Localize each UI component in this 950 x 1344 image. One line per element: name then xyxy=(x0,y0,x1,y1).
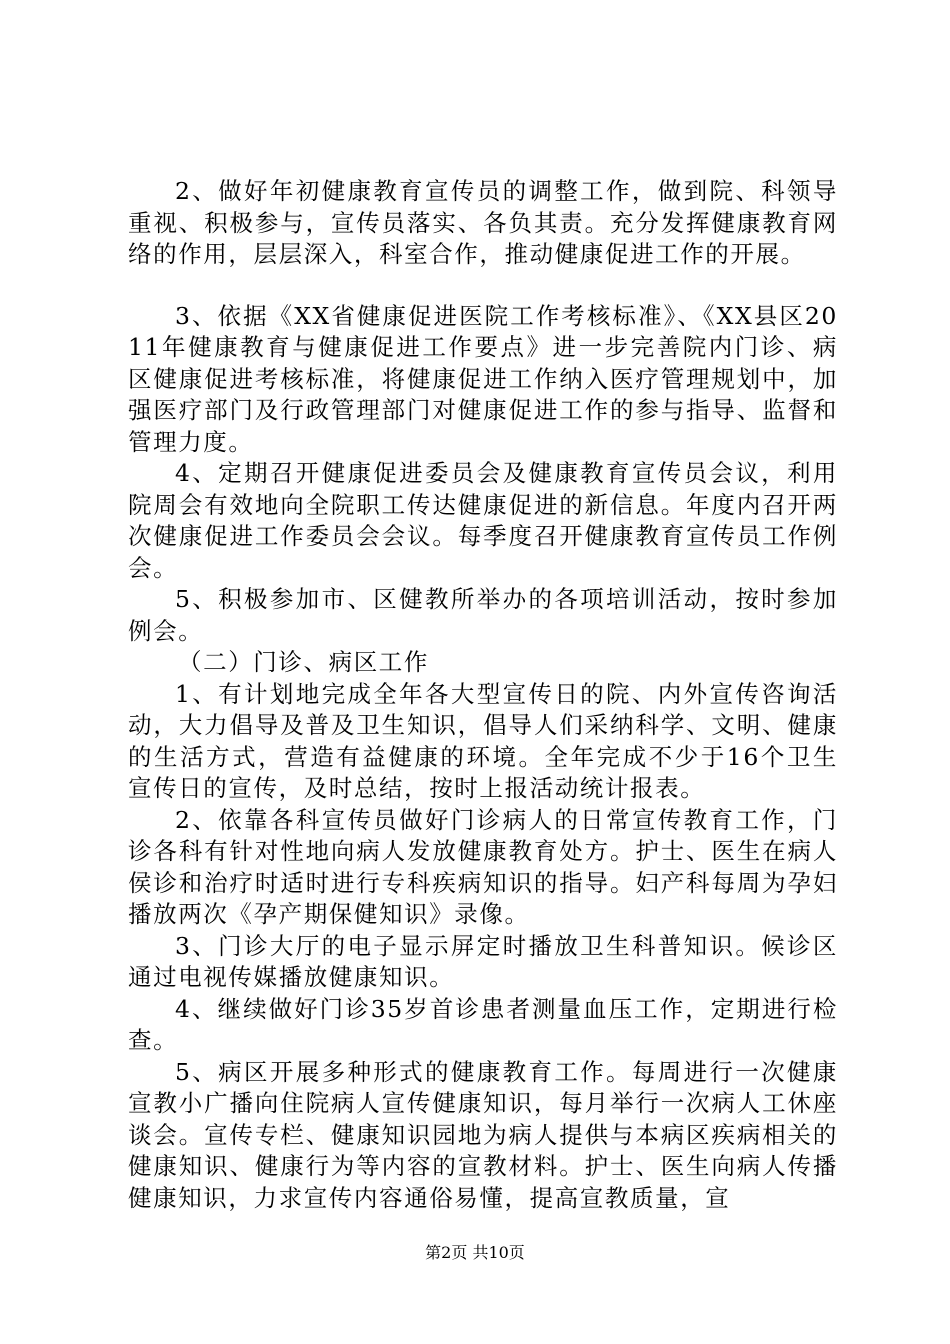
paragraph-item-1-publicity-days: 1、有计划地完成全年各大型宣传日的院、内外宣传咨询活动，大力倡导及普及卫生知识，倡导人们采纳科学、文明、健康的生活方式，营造有益健康的环境。全年完成不少于16个卫生宣传日的宣传，及时总结，按时上报活动统计报表。 xyxy=(128,679,838,802)
paragraph-item-4-committee-meetings: 4、定期召开健康促进委员会及健康教育宣传员会议，利用院周会有效地向全院职工传达健康促进的新信息。年度内召开两次健康促进工作委员会会议。每季度召开健康教育宣传员工作例会。 xyxy=(128,459,838,582)
paragraph-item-2-outpatient-education: 2、依靠各科宣传员做好门诊病人的日常宣传教育工作，门诊各科有针对性地向病人发放健康教育处方。护士、医生在病人侯诊和治疗时适时进行专科疾病知识的指导。妇产科每周为孕妇播放两次《孕产期保健知识》录像。 xyxy=(128,805,838,928)
paragraph-item-2-team-adjustment: 2、做好年初健康教育宣传员的调整工作，做到院、科领导重视、积极参与，宣传员落实、各负其责。充分发挥健康教育网络的作用，层层深入，科室合作，推动健康促进工作的开展。 xyxy=(128,177,838,268)
page-number-footer: 第2页 共10页 xyxy=(425,1243,525,1262)
paragraph-item-5-ward-education: 5、病区开展多种形式的健康教育工作。每周进行一次健康宣教小广播向住院病人宣传健康知识，每月举行一次病人工休座谈会。宣传专栏、健康知识园地为病人提供与本病区疾病相关的健康知识、健康行为等内容的宣教材料。护士、医生向病人传播健康知识，力求宣传内容通俗易懂，提高宣教质量，宣 xyxy=(128,1057,838,1212)
paragraph-item-4-blood-pressure: 4、继续做好门诊35岁首诊患者测量血压工作，定期进行检查。 xyxy=(128,994,838,1054)
paragraph-item-5-training-activities: 5、积极参加市、区健教所举办的各项培训活动，按时参加例会。 xyxy=(128,585,838,645)
paragraph-item-3-assessment-standards: 3、依据《XX省健康促进医院工作考核标准》、《XX县区2011年健康教育与健康促进工作要点》进一步完善院内门诊、病区健康促进考核标准，将健康促进工作纳入医疗管理规划中，加强医疗部门及行政管理部门对健康促进工作的参与指导、监督和管理力度。 xyxy=(128,301,838,456)
section-heading-outpatient-ward: （二）门诊、病区工作 xyxy=(178,648,429,676)
document-body xyxy=(128,176,838,1214)
paragraph-item-3-display-screen: 3、门诊大厅的电子显示屏定时播放卫生科普知识。候诊区通过电视传媒播放健康知识。 xyxy=(128,931,838,991)
